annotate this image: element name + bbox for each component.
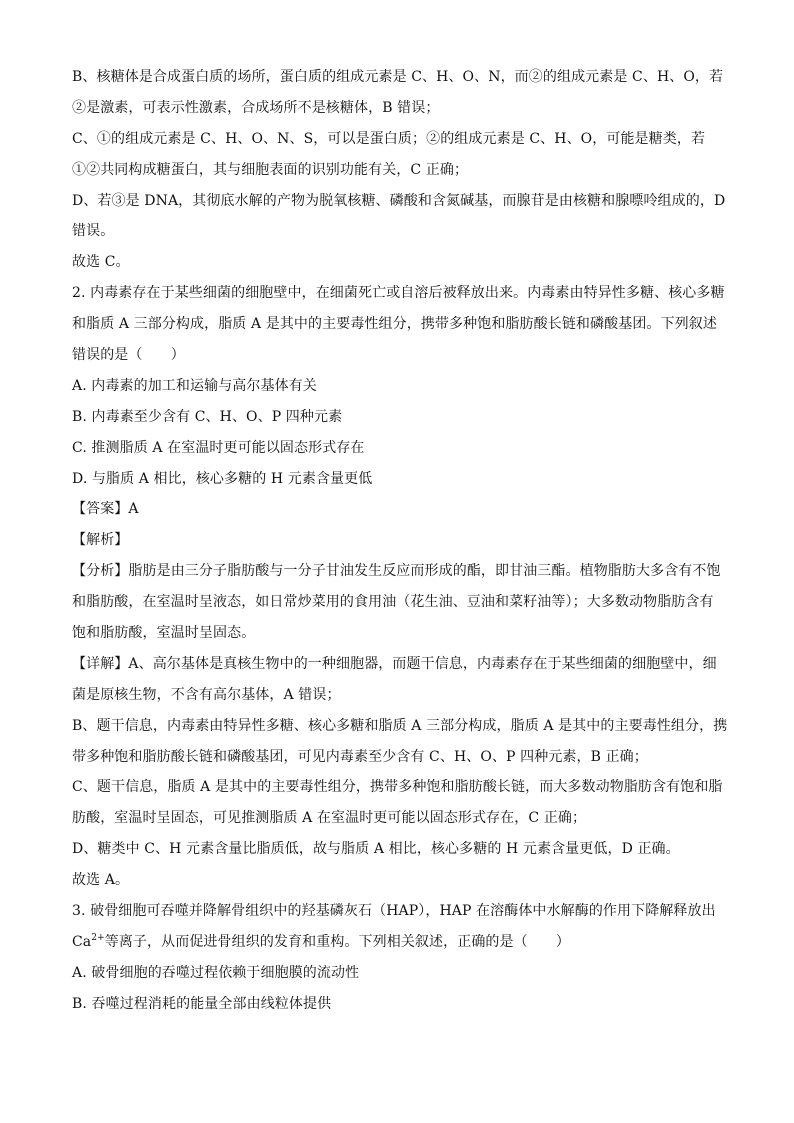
question-2-stem: 2. 内毒素存在于某些细菌的细胞壁中，在细菌死亡或自溶后被释放出来。内毒素由特异性多糖、核心多糖 — [72, 285, 725, 302]
document-body — [72, 62, 732, 1020]
analysis-heading: 【解析】 — [72, 532, 129, 549]
text-line: C、①的组成元素是 C、H、O、N、S，可以是蛋白质；②的组成元素是 C、H、O，可能是糖类，若 — [72, 130, 706, 147]
ca-charge-superscript: 2+ — [91, 932, 105, 943]
answer-label: 【答案】A — [72, 501, 139, 518]
detail-text: D、糖类中 C、H 元素含量比脂质低，故与脂质 A 相比，核心多糖的 H 元素含量更低，D 正确。 — [72, 841, 680, 858]
text-line: 错误。 — [72, 223, 115, 240]
text-line: ①②共同构成糖蛋白，其与细胞表面的识别功能有关，C 正确； — [72, 161, 469, 178]
option-a: A. 内毒素的加工和运输与高尔基体有关 — [72, 377, 317, 394]
question-3-stem — [72, 927, 732, 958]
option-a: A. 破骨细胞的吞噬过程依赖于细胞膜的流动性 — [72, 964, 360, 981]
detail-text: 【详解】A、高尔基体是真核生物中的一种细胞器，而题干信息，内毒素存在于某些细菌的细胞壁中，细 — [72, 655, 717, 672]
question-3-stem: 3. 破骨细胞可吞噬并降解骨组织中的羟基磷灰石（HAP），HAP 在溶酶体中水解酶的作用下降解释放出 — [72, 903, 716, 920]
text-line: 故选 C。 — [72, 254, 130, 271]
option-b: B. 内毒素至少含有 C、H、O、P 四种元素 — [72, 408, 343, 425]
ca-symbol: Ca — [72, 933, 92, 950]
detail-text: 菌是原核生物，不含有高尔基体，A 错误； — [72, 686, 341, 703]
option-b: B. 吞噬过程消耗的能量全部由线粒体提供 — [72, 995, 332, 1012]
analysis-text: 【分析】脂肪是由三分子脂肪酸与一分子甘油发生反应而形成的酯，即甘油三酯。植物脂肪大多含有不饱 — [72, 563, 721, 580]
option-d: D. 与脂质 A 相比，核心多糖的 H 元素含量更低 — [72, 470, 373, 487]
analysis-text: 饱和脂肪酸，室温时呈固态。 — [72, 625, 256, 642]
option-c: C. 推测脂质 A 在室温时更可能以固态形式存在 — [72, 439, 365, 456]
detail-text: 肪酸，室温时呈固态，可见推测脂质 A 在室温时更可能以固态形式存在，C 正确； — [72, 810, 587, 827]
text-line: D、若③是 DNA，其彻底水解的产物为脱氧核糖、磷酸和含氮碱基，而腺苷是由核糖和腺嘌呤组成的，D — [72, 192, 726, 209]
text-line: B、核糖体是合成蛋白质的场所，蛋白质的组成元素是 C、H、O、N，而②的组成元素是 C、H、O，若 — [72, 69, 724, 85]
text-line: ②是激素，可表示性激素，合成场所不是核糖体，B 错误； — [72, 99, 440, 116]
conclusion-text: 故选 A。 — [72, 872, 130, 889]
question-2-stem: 错误的是（ ） — [72, 347, 185, 364]
detail-text: 带多种饱和脂肪酸长链和磷酸基团，可见内毒素至少含有 C、H、O、P 四种元素，B 正确； — [72, 748, 648, 765]
ca-line-text: 等离子，从而促进骨组织的发育和重构。下列相关叙述，正确的是（ ） — [104, 933, 571, 950]
detail-text: B、题干信息，内毒素由特异性多糖、核心多糖和脂质 A 三部分构成，脂质 A 是其中的主要毒性组分，携 — [72, 717, 728, 734]
analysis-text: 和脂肪酸，在室温时呈液态，如日常炒菜用的食用油（花生油、豆油和菜籽油等）；大多数动物脂肪含有 — [72, 594, 714, 611]
question-2-stem: 和脂质 A 三部分构成，脂质 A 是其中的主要毒性组分，携带多种饱和脂肪酸长链和磷酸基团。下列叙述 — [72, 316, 717, 333]
detail-text: C、题干信息，脂质 A 是其中的主要毒性组分，携带多种饱和脂肪酸长链，而大多数动物脂肪含有饱和脂 — [72, 779, 723, 796]
